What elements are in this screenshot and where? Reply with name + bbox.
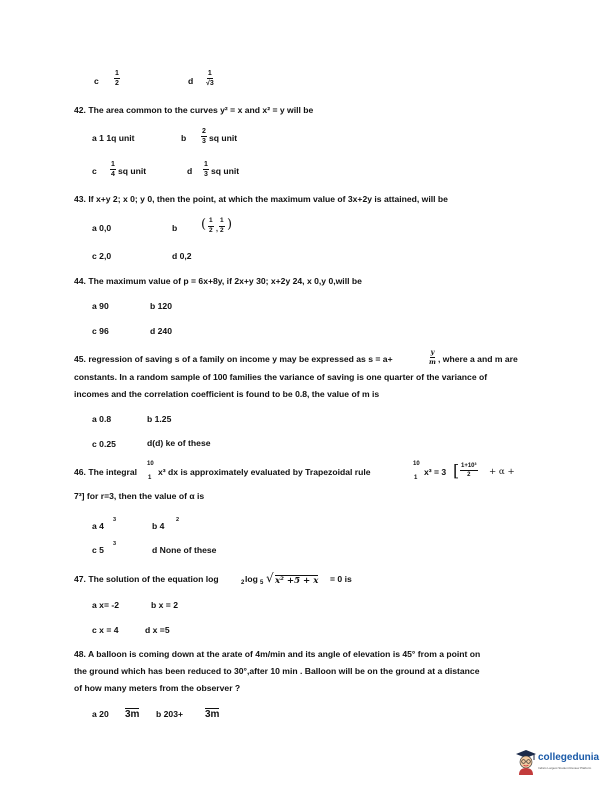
- q45-option-b: b 1.25: [147, 414, 172, 424]
- q47-radical-sign: √: [266, 571, 274, 585]
- q41-option-d-label: d: [188, 76, 194, 86]
- q42-option-d-fraction: $\frac{1}{3}$: [204, 161, 208, 178]
- q46-option-a-sup: 3: [113, 517, 117, 523]
- q43-option-b-comma: ,: [216, 226, 218, 233]
- q48-option-a: a 20: [92, 709, 109, 719]
- q46-option-a: a 4: [92, 521, 104, 531]
- q43-option-b-label: b: [172, 223, 178, 233]
- q45-line-1a: 45. regression of saving s of a family on income y may be expressed as s = a+: [74, 354, 393, 364]
- q47-text-b: log: [245, 574, 258, 584]
- q42-option-b-fraction: $\frac{2}{3}$: [202, 128, 206, 145]
- q46-line-2: 7³] for r=3, then the value of α is: [74, 491, 205, 501]
- q48-option-b-root: 3m: [205, 709, 220, 720]
- q46-bracket-fraction: $\frac{\text{1+10³}}{2}$: [461, 463, 477, 478]
- q41-option-c-label: c: [94, 76, 99, 86]
- q46-integral2-lower: 1: [414, 475, 418, 481]
- logo-brand-text: collegedunia: [538, 752, 600, 763]
- q42-option-d-unit: sq unit: [211, 166, 240, 176]
- q43-option-d: d 0,2: [172, 251, 192, 261]
- q45-line-3: incomes and the correlation coefficient is found to be 0.8, the value of m is: [74, 389, 380, 399]
- q46-open-bracket: [: [453, 461, 460, 480]
- q42-option-d-label: d: [187, 166, 193, 176]
- q43-option-b-fraction-2: $\frac{1}{2}$: [220, 217, 224, 234]
- q42-question: 42. The area common to the curves y² = x and x² = y will be: [74, 105, 314, 115]
- q43-option-b-close-paren: ): [227, 217, 233, 232]
- q45-line-2: constants. In a random sample of 100 families the variance of saving is one quarter of the variance of: [74, 372, 488, 382]
- q48-line-1: 48. A balloon is coming down at the arate of 4m/min and its angle of elevation is 45° from a point on: [74, 649, 481, 659]
- q46-option-b: b 4: [152, 521, 165, 531]
- q48-option-b: b 203+: [156, 709, 183, 719]
- q46-option-c-sup: 3: [113, 541, 117, 547]
- q48-option-a-root: 3m: [125, 709, 140, 720]
- q46-text-c: x³ = 3: [424, 467, 447, 477]
- q42-option-c-fraction: $\frac{1}{4}$: [111, 161, 115, 178]
- q46-text-a: 46. The integral: [74, 467, 138, 477]
- q42-option-b-unit: sq unit: [209, 133, 238, 143]
- q44-question: 44. The maximum value of p = 6x+8y, if 2x+y 30; x+2y 24, x 0,y 0,will be: [74, 276, 362, 286]
- q47-option-a: a x= -2: [92, 600, 119, 610]
- q41-option-d-fraction: $\frac{1}{√3}$: [206, 70, 214, 87]
- q43-option-b-open-paren: (: [201, 217, 207, 232]
- collegedunia-logo: [515, 745, 605, 779]
- q43-question: 43. If x+y 2; x 0; y 0, then the point, at which the maximum value of 3x+2y is attained, will be: [74, 194, 448, 204]
- q43-option-a: a 0,0: [92, 223, 112, 233]
- q45-line-1b: , where a and m are: [438, 354, 518, 364]
- q42-option-c-label: c: [92, 166, 97, 176]
- q47-text-c: = 0 is: [330, 574, 352, 584]
- q46-integral2-upper: 10: [413, 461, 420, 467]
- graduate-mascot-icon: [515, 749, 537, 775]
- q45-fraction: $\frac{y}{m}$: [429, 348, 436, 366]
- q48-line-2: the ground which has been reduced to 30°,after 10 min . Balloon will be on the ground at a distance: [74, 666, 480, 676]
- q47-sub-2: 5: [260, 580, 264, 586]
- q46-option-c: c 5: [92, 545, 104, 555]
- q43-option-c: c 2,0: [92, 251, 112, 261]
- q46-option-b-sup: 2: [176, 517, 180, 523]
- q47-text-a: 47. The solution of the equation log: [74, 574, 219, 584]
- q44-option-a: a 90: [92, 301, 109, 311]
- q42-option-a: a 1 1q unit: [92, 133, 135, 143]
- q45-option-d: d(d) ke of these: [147, 438, 211, 448]
- q45-option-c: c 0.25: [92, 439, 116, 449]
- q48-line-3: of how many meters from the observer ?: [74, 683, 241, 693]
- q44-option-c: c 96: [92, 326, 109, 336]
- q47-radicand: x² +5 + x: [275, 576, 319, 586]
- q46-option-d: d None of these: [152, 545, 217, 555]
- q46-integral-lower: 1: [148, 475, 152, 481]
- q47-sub-1: 2: [241, 580, 245, 586]
- q47-option-b: b x = 2: [151, 600, 178, 610]
- q46-text-b: x³ dx is approximately evaluated by Trapezoidal rule: [158, 467, 371, 477]
- logo-tagline: India's Largest Student Review Platform: [538, 766, 592, 770]
- q46-integral-upper: 10: [147, 461, 154, 467]
- q44-option-d: d 240: [150, 326, 172, 336]
- q42-option-c-unit: sq unit: [118, 166, 147, 176]
- q42-option-b-label: b: [181, 133, 187, 143]
- q45-option-a: a 0.8: [92, 414, 112, 424]
- q44-option-b: b 120: [150, 301, 172, 311]
- q47-option-d: d x =5: [145, 625, 170, 635]
- q43-option-b-fraction-1: $\frac{1}{2}$: [209, 217, 213, 234]
- q41-option-c-fraction: $\frac{1}{2}$: [115, 70, 119, 87]
- q46-text-d: + α +: [489, 467, 515, 477]
- q47-option-c: c x = 4: [92, 625, 119, 635]
